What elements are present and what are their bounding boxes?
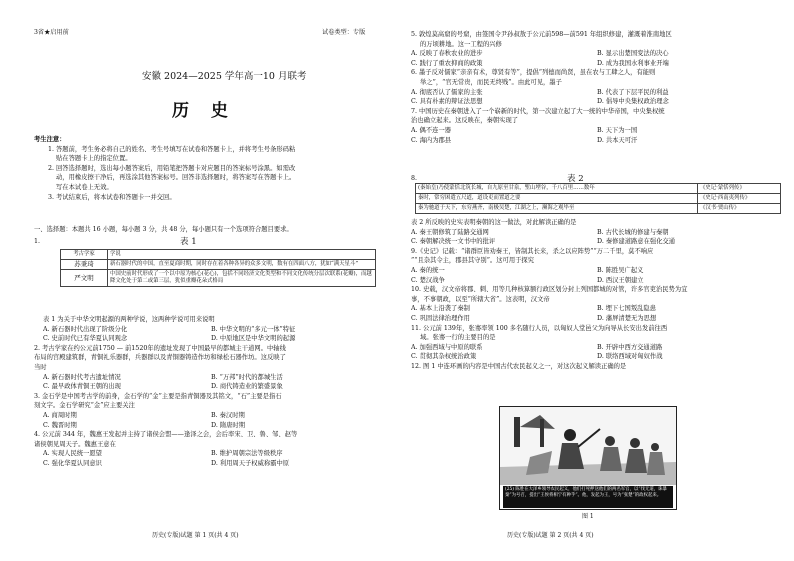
q8-stem: 表 2 所反映的史实表明秦朝的这一做法，对此解读正确的是 — [411, 219, 577, 226]
option-b[interactable]: B. 陈胜吴广起义 — [597, 266, 644, 274]
q3-stem-1: 3. 金石学是中国考古学的前身，金石学的“金”主要是指青铜器及其铭文，“石”主要是指石 — [34, 392, 282, 400]
header-left: 3省★启用前 — [34, 29, 69, 36]
q2-options — [34, 373, 379, 383]
table-cell: 《史记·蒙恬列传》 — [698, 184, 781, 194]
q8-options-2 — [411, 237, 783, 247]
page-footer: 历史(专版)试题 第 1 页(共 4 页) — [152, 532, 239, 539]
table-cell: 《汉书·贾山传》 — [698, 204, 781, 214]
figure-1-frame — [499, 406, 677, 510]
option-b[interactable]: B. 开辟中西方交通道路 — [597, 343, 663, 351]
q6-options-2 — [411, 97, 783, 107]
notice-3: 3. 考试结束后，将本试卷和答题卡一并交回。 — [48, 193, 176, 201]
option-a[interactable]: A. 新石器时代出现了阶级分化 — [43, 325, 128, 333]
notice-1b: 贴在答题卡上的指定位置。 — [56, 155, 132, 163]
table-row — [61, 260, 376, 270]
table-row — [61, 270, 376, 287]
q1-stem: 表 1 为关于中华文明起源的两种学说，这两种学说可用来说明 — [43, 316, 215, 323]
q8-options — [411, 228, 783, 238]
option-c[interactable]: C. 海内为郡县 — [411, 136, 452, 144]
table2-title: 表 2 — [567, 174, 584, 184]
option-a[interactable]: A. 秦王朝修筑了陆路交通网 — [411, 228, 489, 236]
option-c[interactable]: C. 秦朝解决统一文书中的批评 — [411, 238, 496, 246]
q9-options — [411, 266, 783, 276]
subject-title: 历 史 — [172, 101, 236, 121]
option-a[interactable]: A. 商周时期 — [43, 411, 77, 419]
table-cell: 严文明 — [61, 270, 108, 287]
table-cell: 秦为驰道于天下，东穷燕齐，南极吴楚，江湖之上，濒海之观毕至 — [416, 204, 698, 214]
table-row — [61, 250, 376, 260]
comic-illustration — [500, 407, 676, 485]
q1-options-2 — [34, 334, 379, 344]
q7-options — [411, 126, 783, 136]
q3-options — [34, 411, 379, 421]
q3-options-2 — [34, 421, 379, 431]
q7-stem-2: 治也确立起来。这反映在，秦朝实现了 — [411, 117, 519, 125]
option-c[interactable]: C. 具有朴素的辩证法思想 — [411, 98, 483, 106]
option-c[interactable]: C. 最早政体青铜王朝的出现 — [43, 383, 121, 391]
option-b[interactable]: B. 古代长城的修建与秦朝 — [597, 228, 669, 236]
table-cell: 学说 — [108, 250, 376, 260]
option-c[interactable]: C. 贯彻其杂权统治政策 — [411, 353, 477, 361]
notice-2a: 2. 回答选择题时，选出每小题答案后，用铅笔把答题卡对应题目的答案标号涂黑。如需改 — [48, 164, 296, 172]
option-d[interactable]: D. 共本天可汗 — [597, 136, 638, 144]
section1-heading: 一、选择题：本题共 16 小题，每小题 3 分，共 48 分，每小题只有一个选项符合题目要求。 — [34, 226, 293, 233]
q11-stem-1: 11. 公元前 139年，张骞率领 100 多名随行人员，以匈奴人堂邑父为向导从长安出发前往西 — [411, 324, 668, 332]
option-b[interactable]: B. 代表了下层平民的利益 — [597, 88, 669, 96]
notice-title: 考生注意： — [34, 136, 66, 143]
option-d[interactable]: D. 中原地区是中华文明的起源 — [211, 335, 296, 343]
q2-options-2 — [34, 382, 379, 392]
option-a[interactable]: A. 彻底否认了儒家的主张 — [411, 88, 483, 96]
option-d[interactable]: D. 秦修建道路意在强化交通 — [597, 238, 676, 246]
option-d[interactable]: D. 隋唐时期 — [211, 421, 246, 429]
q5-options-2 — [411, 59, 783, 69]
figure-label: 图 1 — [582, 513, 594, 520]
option-d[interactable]: D. 成为我国水利事业开端 — [597, 59, 669, 67]
q2-stem-1: 2. 考古学家在约公元前1750 — 前1520年的遗址发现了中国最早的都城主干道网。中轴线 — [34, 344, 286, 352]
table1 — [60, 249, 376, 287]
option-d[interactable]: D. 西汉王朝建立 — [597, 276, 644, 284]
option-a[interactable]: A. 秦的统一 — [411, 266, 445, 274]
table-cell: 《史记·西南夷列传》 — [698, 194, 781, 204]
table-cell: 秦时，常穷困遣五尺道，道设吏而置道之要 — [416, 194, 698, 204]
q9-stem-1: 9.《史记》记载：“诸群臣皆劝秦王，皆制其长来，杀之以应阵势”“万二千里，莫不响应 — [411, 247, 654, 255]
q6-options — [411, 88, 783, 98]
header-right: 试卷类型：专版 — [322, 29, 366, 36]
page-footer: 历史(专版)试题 第 2 页(共 4 页) — [507, 532, 594, 539]
option-a[interactable]: A. 偶不连一器 — [411, 126, 452, 134]
option-c[interactable]: C. 史前时代已有华夏认同观念 — [43, 335, 128, 343]
option-c[interactable]: C. 强化华夏认同意识 — [43, 459, 102, 467]
table-cell: 考古学家 — [61, 250, 108, 260]
q6-stem-1: 6. 墨子反对儒家“亲亲有术，尊贤有等”，提倡“列德而尚贤，虽在农与工肆之人，有能则 — [411, 69, 656, 77]
option-c[interactable]: C. 魏晋时期 — [43, 421, 77, 429]
q9-stem-2: ”“且杂其令主，郡县其守别”。这可用于探究 — [411, 257, 535, 265]
q5-options — [411, 49, 783, 59]
option-d[interactable]: D. 藩屏清楚无为思想 — [597, 314, 657, 322]
q4-options — [34, 449, 379, 459]
option-a[interactable]: A. 实现人民统一愿望 — [43, 450, 102, 458]
notice-2b: 动，用橡皮擦干净后，再选涂其他答案标号。回答非选择题时，将答案写在答题卡上。 — [56, 174, 296, 182]
q7-stem-1: 7. 中国历史在秦朝进入了一个崭新的时代，第一次建立起了大一统的中华帝国，中央集权统 — [411, 107, 665, 115]
table-cell: 新石器时代的中国，直至夏商时期，同时存在着各种各异的众多文明，数有在四面八方，犹如“满天星斗” — [108, 260, 376, 270]
q1-number: 1. — [34, 238, 41, 245]
option-b[interactable]: B. 显示出楚国变法的决心 — [597, 50, 669, 58]
exam-title: 安徽 2024—2025 学年高一10 月联考 — [142, 71, 307, 82]
option-a[interactable]: A. 新石器时代考古遗址情况 — [43, 373, 121, 381]
q10-stem-2: 事，不事朝政，以至“所辖大省”。这表明，汉文帝 — [411, 295, 550, 303]
table2 — [415, 183, 781, 214]
figure-caption: (25) 陈胜在大泽乡领导农民起义，他们打死押送他们的两名军官，以“伐无道，诛暴秦”为号召，提出“王侯将相宁有种乎”。他，发起为王，号为“张楚”的政权起来。 — [503, 486, 673, 508]
option-d[interactable]: D. 联络西域对匈奴作战 — [597, 353, 663, 361]
table-cell: 中国史前时代形成了一个以中原为核心(花心)，包括不同经济文化类型和不同文化传统分层次联系(花瓣)，而越降文化处于第二或第三层，犹似重瓣花朵式格局 — [108, 270, 376, 287]
q11-options — [411, 343, 783, 353]
q3-stem-2: 刻文字。金石学研究“金”应主要关注 — [34, 402, 135, 410]
q6-stem-2: 举之”，“官无常贵，而民无终贱”。由此可见，墨子 — [420, 78, 562, 86]
q10-options-2 — [411, 314, 783, 324]
option-a[interactable]: A. 反映了春秋农业的进步 — [411, 50, 483, 58]
notice-2c: 写在本试卷上无效。 — [56, 183, 113, 191]
option-b[interactable]: B. 维护周朝宗法等级秩序 — [211, 450, 283, 458]
option-b[interactable]: B. 天下为一国 — [597, 126, 638, 134]
option-c[interactable]: C. 楚汉战争 — [411, 276, 445, 284]
option-d[interactable]: D. 利用周天子权威称霸中原 — [211, 459, 290, 467]
q2-stem-2: 布局的宫殿建筑群，青铜礼乐器群，兵器群以及青铜器铸造作坊和绿松石器作坊。这反映了 — [34, 354, 286, 362]
option-d[interactable]: D. 倡导中央集权政治理念 — [597, 98, 669, 106]
q12-stem: 12. 图 1 中连环画的内容是中国古代农民起义之一，对这次起义解读正确的是 — [411, 362, 627, 370]
q4-stem-1: 4. 公元前 344 年，魏惠王发起并主持了诸侯会盟——逢泽之会，会后率宋、卫、鲁、邹、赵等 — [34, 431, 298, 439]
q4-stem-2: 诸侯朝见周天子。魏惠王意在 — [34, 440, 116, 448]
notice-1a: 1. 答题前，考生务必将自己的姓名、考生号填写在试卷和答题卡上，并将考生号条形码粘 — [48, 145, 296, 153]
q2-stem-3: 当时 — [34, 363, 47, 371]
q9-options-2 — [411, 276, 783, 286]
table1-title: 表 1 — [180, 237, 197, 247]
table-row — [416, 184, 781, 194]
table-row — [416, 204, 781, 214]
q7-options-2 — [411, 136, 783, 146]
option-b[interactable]: B. 埋下七国叛乱隐患 — [597, 305, 657, 313]
option-b[interactable]: B. 中华文明的“多元一体”特征 — [211, 325, 296, 333]
option-a[interactable]: A. 基本上沿袭了秦制 — [411, 305, 470, 313]
option-d[interactable]: D. 商代铸造业的繁盛景象 — [211, 383, 283, 391]
q5-stem-1: 5. 敦煌莫高窟的号窟，由签国令尹孙叔敖于公元前598—前591 年组织修建，灌溉着淮南地区 — [411, 31, 672, 38]
option-b[interactable]: B. “万邦”时代的都城生活 — [211, 373, 283, 381]
option-a[interactable]: A. 加强西域与中原的联系 — [411, 343, 483, 351]
table-cell: (秦始皇)乃使蒙恬北筑长城，自九原至甘泉，堑山堙谷，千八百里……数年 — [416, 184, 698, 194]
q1-options — [34, 325, 379, 335]
page-right — [397, 0, 794, 561]
q5-stem-2: 的万顷耕地。这一工程的兴修 — [420, 40, 502, 48]
option-c[interactable]: C. 巩固法律治理作用 — [411, 314, 470, 322]
option-b[interactable]: B. 秦汉时期 — [211, 411, 245, 419]
option-c[interactable]: C. 践行了重农抑商的政策 — [411, 59, 483, 67]
table-row — [416, 194, 781, 204]
q10-stem-1: 10. 史载，汉文帝将郡、刺、用等几种核算额行政区划分封上列国都城的对管，许多官吏治民势为宜 — [411, 286, 688, 294]
q4-options-2 — [34, 459, 379, 469]
q11-options-2 — [411, 352, 783, 362]
table-cell: 苏秉琦 — [61, 260, 108, 270]
q8-number: 8. — [411, 175, 418, 182]
q11-stem-2: 域。张骞一行的主要目的是 — [420, 334, 496, 342]
q10-options — [411, 304, 783, 314]
